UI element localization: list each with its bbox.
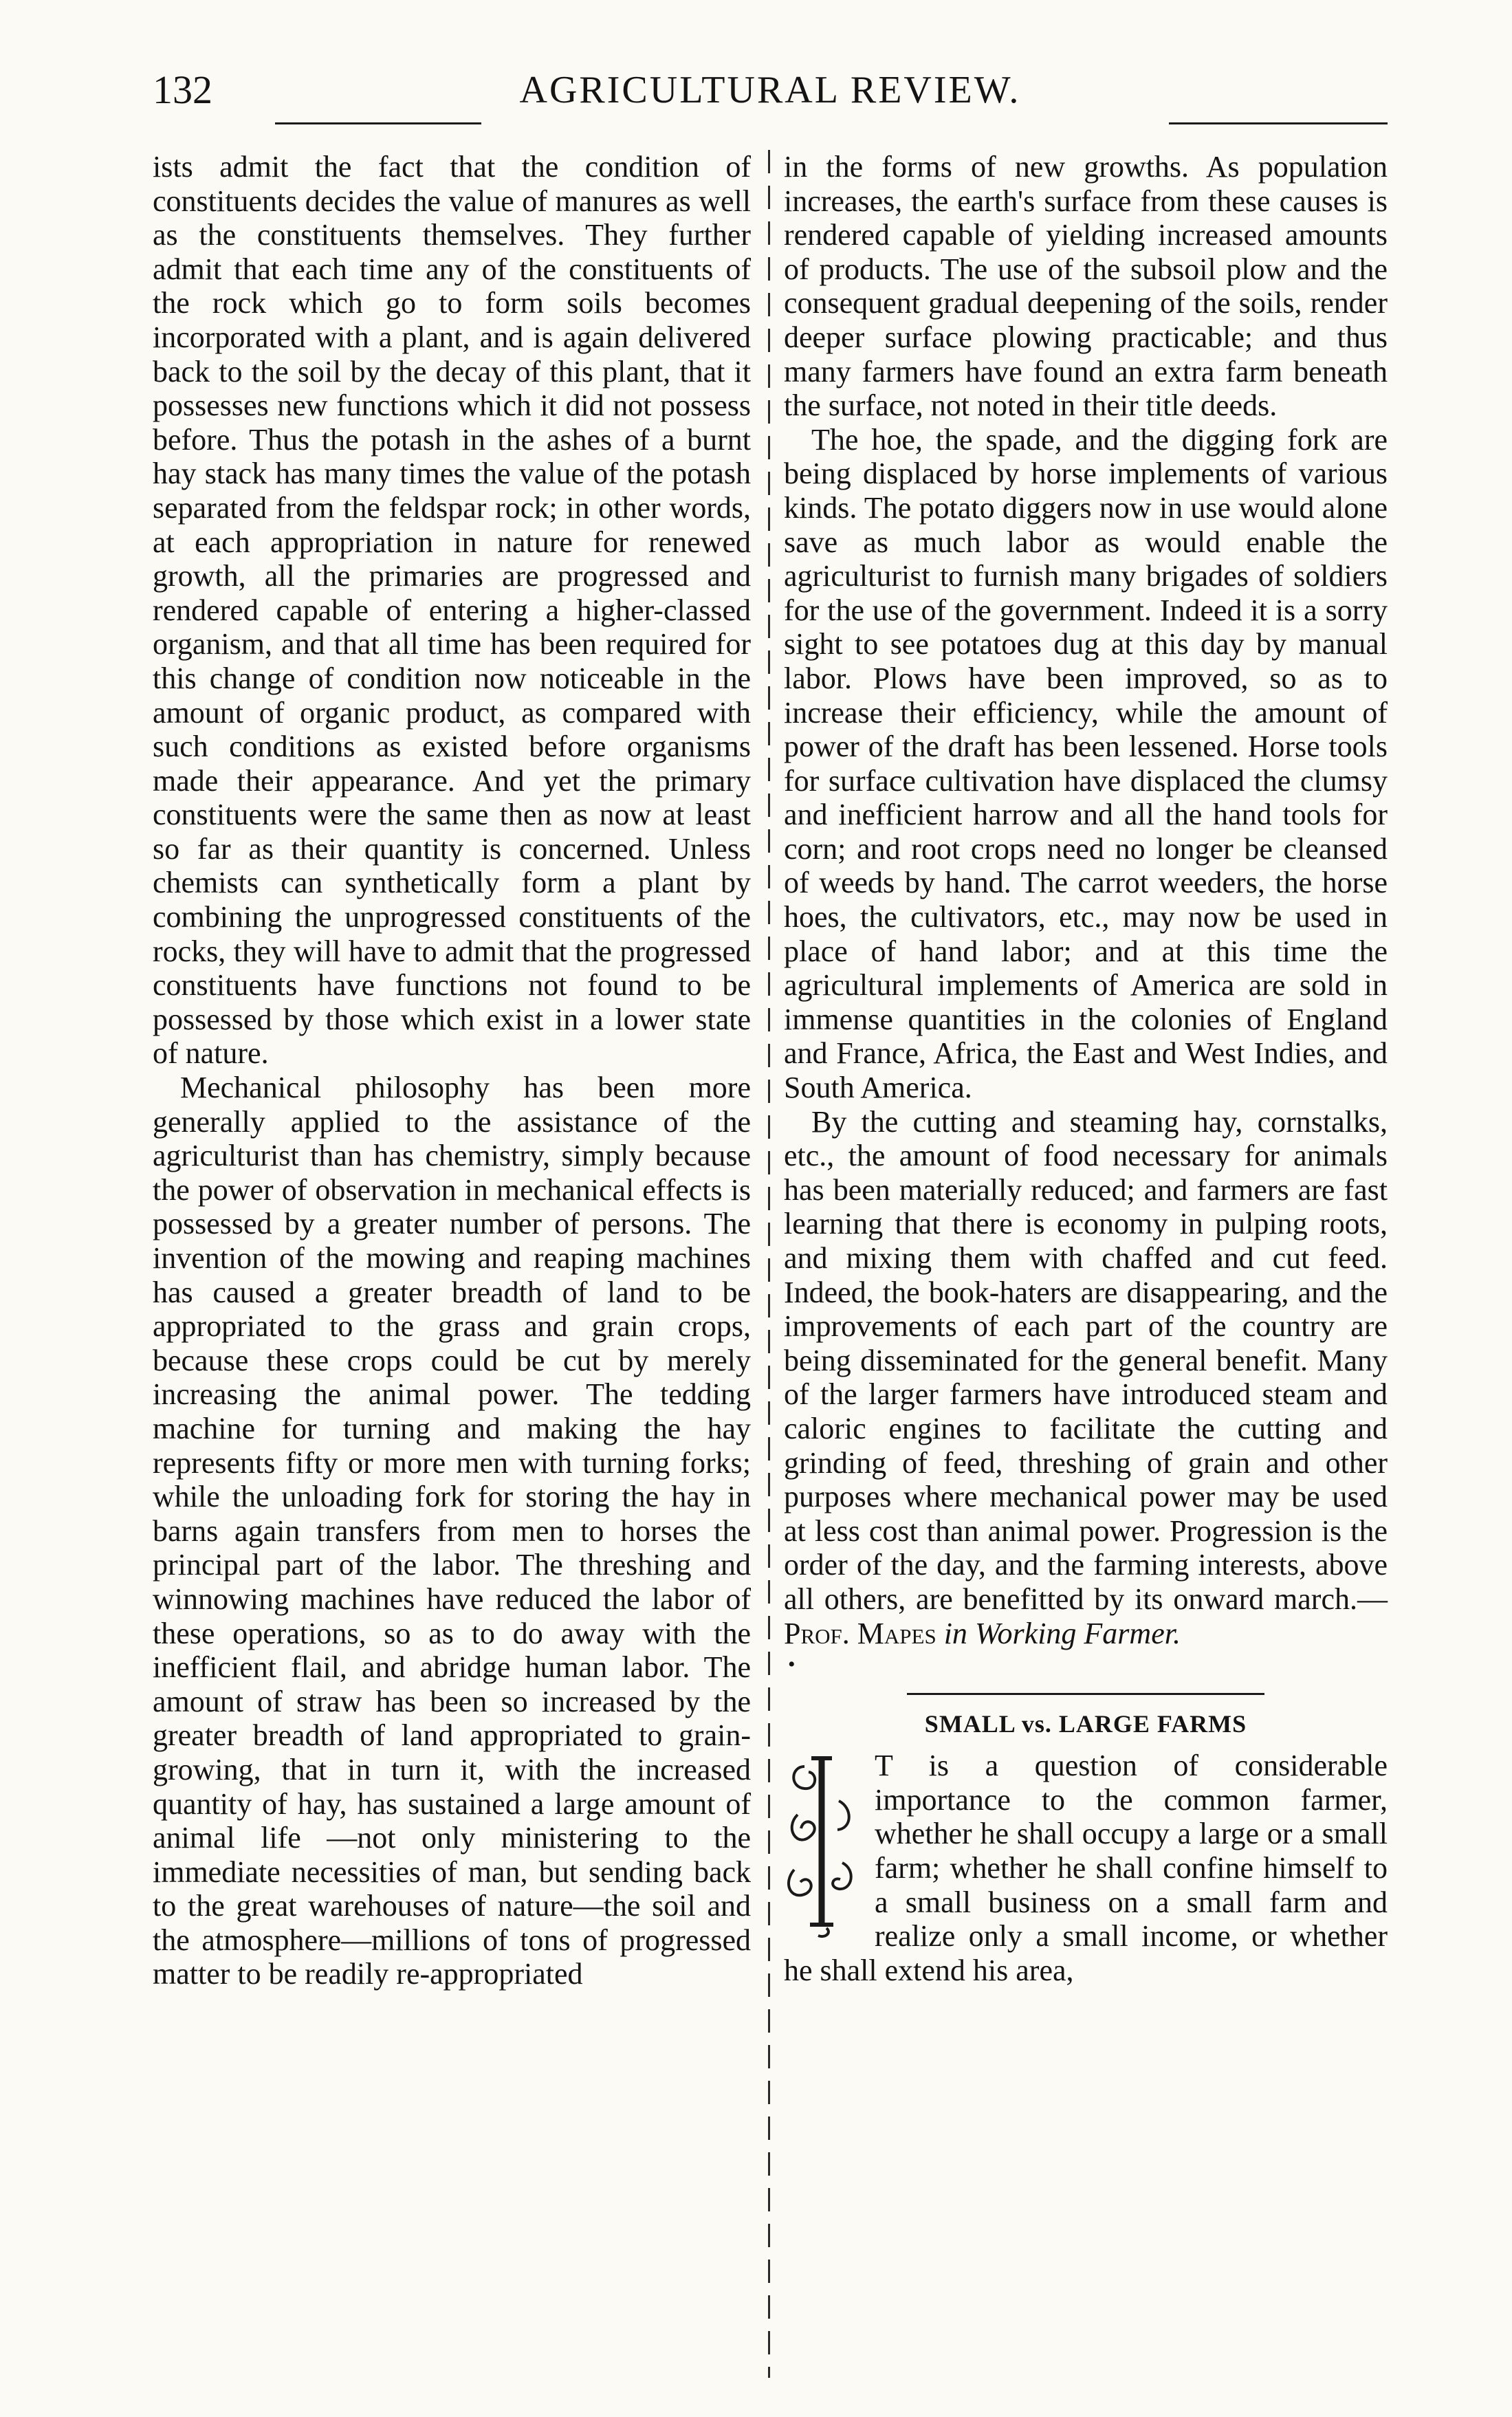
page-header xyxy=(153,66,1388,114)
right-paragraph-2: The hoe, the spade, and the digging fork are being displaced by horse implements of various kinds. The potato diggers now in use would alone save as much labor as would enable the agriculturist to furnish many brigades of soldiers for the use of the government. Indeed it is a sorry sight to see potatoes dug at this day by manual labor. Plows have been improved, so as to increase their efficiency, while the amount of power of the draft has been lessened. Horse tools for surface cultivation have displaced the clumsy and inefficient harrow and all the hand tools for corn; and root crops need no longer be cleansed of weeds by hand. The carrot weeders, the horse hoes, the cultivators, etc., may now be used in place of hand labor; and at this time the agricultural implements of America are sold in immense quantities in the colonies of England and France, Africa, the East and West Indies, and South America. xyxy=(784,422,1388,1105)
left-paragraph-2: Mechanical philosophy has been more generally applied to the assistance of the agriculturist than has chemistry, simply because the power of observation in mechanical effects is possessed by a greater number of persons. The invention of the mowing and reaping machines has caused a greater breadth of land to be appropriated to the grass and grain crops, because these crops could be cut by merely increasing the animal power. The tedding machine for turning and making the hay represents fifty or more men with turning forks; while the unloading fork for storing the hay in barns again transfers from men to horses the principal part of the labor. The threshing and winnowing machines have reduced the labor of these operations, so as to do away with the inefficient flail, and abridge human labor. The amount of straw has been so increased by the greater breadth of land appropriated to grain-growing, that in turn it, with the increased quantity of hay, has sustained a large amount of animal life —not only ministering to the immediate necessities of man, but sending back to the great warehouses of nature—the soil and the atmosphere—millions of tons of progressed matter to be readily re-appropriated xyxy=(153,1071,751,1991)
header-rule-right xyxy=(1169,122,1388,124)
section-paragraph: T is a question of considerable importance to the common farmer, whether he shall occupy a large or a small farm; whether he shall confine himself to a small business on a small farm and realize only a small income, or whether he shall extend his area, xyxy=(784,1749,1388,1987)
citation-author: Prof. Mapes xyxy=(784,1616,936,1650)
header-rule-left xyxy=(275,122,481,124)
section-title: SMALL vs. LARGE FARMS xyxy=(924,1710,1247,1738)
citation-source: Working Farmer. xyxy=(974,1616,1181,1650)
page-number: 132 xyxy=(153,67,212,112)
bullet-mark: • xyxy=(788,1653,796,1676)
right-column xyxy=(784,150,1388,1987)
citation-in: in xyxy=(936,1616,975,1650)
right-paragraph-3-text: By the cutting and steaming hay, cornstalks, etc., the amount of food necessary for animals has been materially reduced; and farmers are fast learning that there is economy in pulping roots, and mixing them with chaffed and cut feed. Indeed, the book-haters are disappearing, and the improvements of each part of the country are being disseminated for the general benefit. Many of the larger farmers have introduced steam and caloric engines to facilitate the cutting and grinding of feed, threshing of grain and other purposes where mechanical power may be used at less cost than animal power. Progression is the order of the day, and the farming interests, above all others, are benefitted by its onward march.— xyxy=(784,1104,1388,1616)
right-paragraph-1: in the forms of new growths. As population increases, the earth's surface from these causes is rendered capable of yielding increased amounts of products. The use of the subsoil plow and the consequent gradual deepening of the soils, render deeper surface plowing practicable; and thus many farmers have found an extra farm beneath the surface, not noted in their title deeds. xyxy=(784,150,1388,423)
right-paragraph-3 xyxy=(784,1105,1388,1651)
left-column xyxy=(153,150,751,1991)
ornamental-dropcap-icon xyxy=(784,1753,859,1940)
left-paragraph-1: ists admit the fact that the condition of constituents decides the value of manures as well as the constituents themselves. They further admit that each time any of the constituents of the rock which go to form soils becomes incorporated with a plant, and is again delivered back to the soil by the decay of this plant, that it possesses new functions which it did not possess before. Thus the potash in the ashes of a burnt hay stack has many times the value of the potash separated from the feldspar rock; in other words, at each appropriation in nature for renewed growth, all the primaries are progressed and rendered capable of entering a higher-classed organism, and that all time has been required for this change of condition now noticeable in the amount of organic product, as compared with such conditions as existed before organisms made their appearance. And yet the primary constituents were the same then as now at least so far as their quantity is concerned. Unless chemists can synthetically form a plant by combining the unprogressed constituents of the rocks, they will have to admit that the progressed constituents have functions not found to be possessed by those which exist in a lower state of nature. xyxy=(153,150,751,1071)
column-divider xyxy=(768,150,770,2378)
section-body xyxy=(784,1749,1388,1987)
running-head: AGRICULTURAL REVIEW. xyxy=(519,69,1021,111)
section-rule xyxy=(907,1693,1264,1695)
